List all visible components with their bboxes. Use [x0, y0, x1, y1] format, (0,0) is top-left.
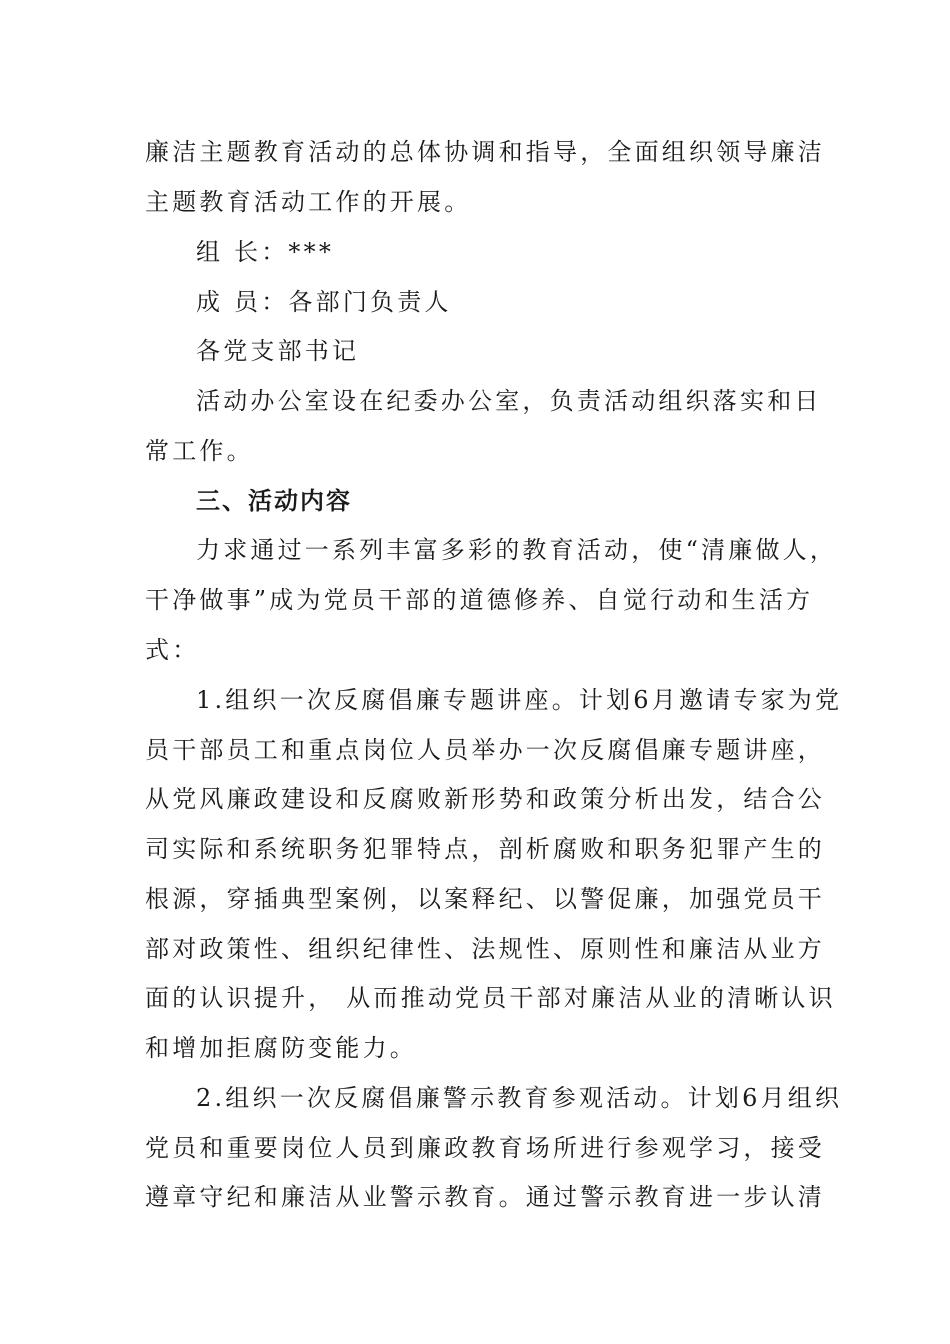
text-line: 面的认识提升， 从而推动党员干部对廉洁从业的清晰认识 — [145, 984, 836, 1012]
text-line: 式： — [145, 636, 200, 664]
text-line: 和增加拒腐防变能力。 — [145, 1034, 417, 1062]
text-line: 1.组织一次反腐倡廉专题讲座。计划6月邀请专家为党 — [196, 686, 843, 714]
text-line: 根源，穿插典型案例，以案释纪、以警促廉，加强党员干 — [145, 885, 825, 913]
text-line: 活动办公室设在纪委办公室，负责活动组织落实和日 — [196, 387, 822, 415]
text-line: 廉洁主题教育活动的总体协调和指导，全面组织领导廉洁 — [145, 138, 825, 166]
text-line: 组 长：*** — [196, 238, 335, 266]
text-line: 主题教育活动工作的开展。 — [145, 188, 472, 216]
text-line: 成 员：各部门负责人 — [196, 288, 452, 316]
text-line: 2.组织一次反腐倡廉警示教育参观活动。计划6月组织 — [196, 1084, 843, 1112]
section-heading: 三、活动内容 — [196, 486, 352, 515]
text-line: 常工作。 — [145, 437, 254, 465]
text-line: 遵章守纪和廉洁从业警示教育。通过警示教育进一步认清 — [145, 1183, 825, 1211]
text-line: 从党风廉政建设和反腐败新形势和政策分析出发，结合公 — [145, 785, 825, 813]
text-line: 干净做事”成为党员干部的道德修养、自觉行动和生活方 — [145, 586, 814, 614]
text-line: 党员和重要岗位人员到廉政教育场所进行参观学习，接受 — [145, 1134, 825, 1162]
text-line: 各党支部书记 — [196, 337, 360, 365]
text-line: 力求通过一系列丰富多彩的教育活动，使“清廉做人， — [196, 536, 838, 564]
text-line: 司实际和系统职务犯罪特点，剖析腐败和职务犯罪产生的 — [145, 835, 825, 863]
text-line: 员干部员工和重点岗位人员举办一次反腐倡廉专题讲座， — [145, 736, 825, 764]
text-line: 部对政策性、组织纪律性、法规性、原则性和廉洁从业方 — [145, 935, 825, 963]
